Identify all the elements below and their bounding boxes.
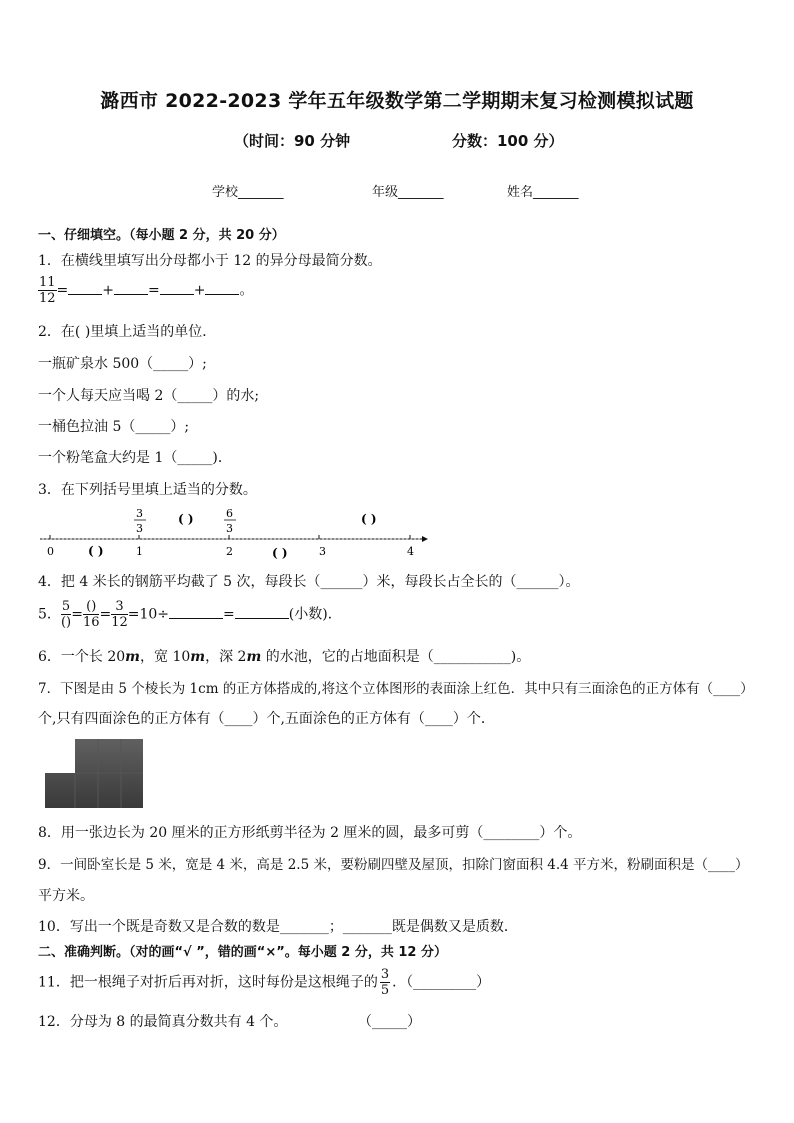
number-line [36,505,436,563]
fraction-blank-16 [83,600,100,629]
question-8-text: 8．用一张边长为 20 厘米的正方形纸剪半径为 2 厘米的圆，最多可剪（________）个。 [38,825,582,841]
fraction-numerator: 11 [39,275,56,290]
exam-score: 分数：100 分） [452,132,564,150]
q11-part: ．（_________） [392,974,491,991]
tick-label-1: 1 [136,545,143,558]
q6-part: ，宽 10 [140,649,191,665]
question-4-text: 4．把 4 米长的钢筋平均截了 5 次，每段长（______）米，每段长占全长的（______）。 [38,574,580,590]
equals-sign: = [56,282,69,299]
tick-label-4: 4 [407,545,414,558]
section-2-heading: 二、准确判断。（对的画“√ ”，错的画“×”。每小题 2 分，共 12 分） [38,945,448,960]
equals-sign: = [71,606,83,623]
number-line-arrow [422,536,428,542]
question-10-text: 10．写出一个既是奇数又是合数的数是_______；_______既是偶数又是质数． [38,919,518,935]
question-5-label: 5． [38,606,61,623]
fraction-denominator: () [60,615,72,630]
question-12-text: 12．分母为 8 的最简真分数共有 4 个。 [38,1014,288,1030]
fraction-denominator: 12 [111,615,128,630]
decimal-note: (小数)． [288,606,342,623]
q6-part: 的水池，它的占地面积是（___________)。 [261,649,531,665]
exam-time: （时间：90 分钟 [234,132,351,150]
answer-blank[interactable] [235,618,289,619]
answer-blank[interactable] [205,294,239,295]
period: 。 [239,282,254,299]
question-2-text: 2．在( )里填上适当的单位． [38,324,217,340]
fraction-denominator: 16 [82,615,100,630]
fraction-numerator: 3 [111,600,128,615]
school-field[interactable]: 学校_______ [212,185,284,200]
equals-sign: = [148,282,160,299]
question-1-equation [38,276,253,305]
answer-blank[interactable] [68,294,102,295]
answer-blank[interactable] [160,294,194,295]
fraction-numerator: 3 [380,967,390,982]
question-7-line-2: 个,只有四面涂色的正方体有（____）个,五面涂色的正方体有（____）个． [38,711,495,727]
q6-part: 6．一个长 20 [38,649,126,665]
answer-paren-above-2: ( ) [361,512,377,526]
equals-sign: = [99,606,112,623]
question-2c: 一桶色拉油 5（_____）; [38,419,190,435]
grade-field[interactable]: 年级_______ [372,185,444,200]
fraction-3-3-denominator: 3 [136,522,143,535]
q6-part: ，深 2 [205,649,247,665]
answer-paren-below-0: ( ) [88,544,104,558]
tick-label-3: 3 [319,545,326,558]
fraction-5-blank [61,600,71,629]
fraction-6-3-numerator: 6 [226,507,233,520]
tick-label-2: 2 [226,545,233,558]
section-1-heading: 一、仔细填空。（每小题 2 分，共 20 分） [38,228,285,243]
question-9-line-1: 9．一间卧室长是 5 米，宽是 4 米，高是 2.5 米，要粉刷四壁及屋顶，扣除门窗面积 4.4 平方米，粉刷面积是（____） [38,857,749,873]
answer-blank[interactable] [114,294,148,295]
fraction-11-12 [38,276,57,305]
answer-paren-above-1: ( ) [178,512,194,526]
question-1-text: 1．在横线里填写出分母都小于 12 的异分母最简分数。 [38,253,382,269]
fraction-6-3-denominator: 3 [226,522,233,535]
q11-part: 11．把一根绳子对折后再对折，这时每份是这根绳子的 [38,974,378,991]
division-text: =10÷ [127,606,170,623]
fraction-3-3-numerator: 3 [136,507,143,520]
question-2d: 一个粉笔盒大约是 1（_____)． [38,450,232,466]
cube-figure [45,739,145,809]
plus-sign: + [102,282,115,299]
name-field[interactable]: 姓名_______ [507,185,579,200]
question-2b: 一个人每天应当喝 2（_____）的水; [38,388,260,404]
fraction-numerator: () [83,600,100,615]
question-12-answer[interactable]: （_____） [358,1014,421,1030]
answer-blank[interactable] [169,618,223,619]
equals-sign: = [223,606,235,623]
unit-m: m [246,649,262,665]
question-2a: 一瓶矿泉水 500（_____）; [38,356,207,372]
question-3-text: 3．在下列括号里填上适当的分数。 [38,482,257,498]
tick-label-0: 0 [47,545,54,558]
fraction-numerator: 5 [61,599,71,614]
fraction-3-5 [380,968,390,997]
question-7-line-1: 7．下图是由 5 个棱长为 1cm 的正方体搭成的,将这个立体图形的表面涂上红色．其中只有三面涂色的正方体有（____） [38,681,754,697]
question-9-line-2: 平方米。 [38,888,94,904]
question-6-text [38,646,530,666]
plus-sign: + [193,282,206,299]
question-5-equation [38,600,342,629]
fraction-denominator: 12 [39,291,56,306]
tick-marks [50,535,410,539]
exam-title: 潞西市 2022-2023 学年五年级数学第二学期期末复习检测模拟试题 [100,90,694,112]
unit-m: m [190,649,206,665]
fraction-3-12 [111,600,128,629]
fraction-denominator: 5 [380,983,390,998]
unit-m: m [125,649,140,665]
question-11-text [38,968,490,997]
answer-paren-below-2: ( ) [272,546,288,560]
